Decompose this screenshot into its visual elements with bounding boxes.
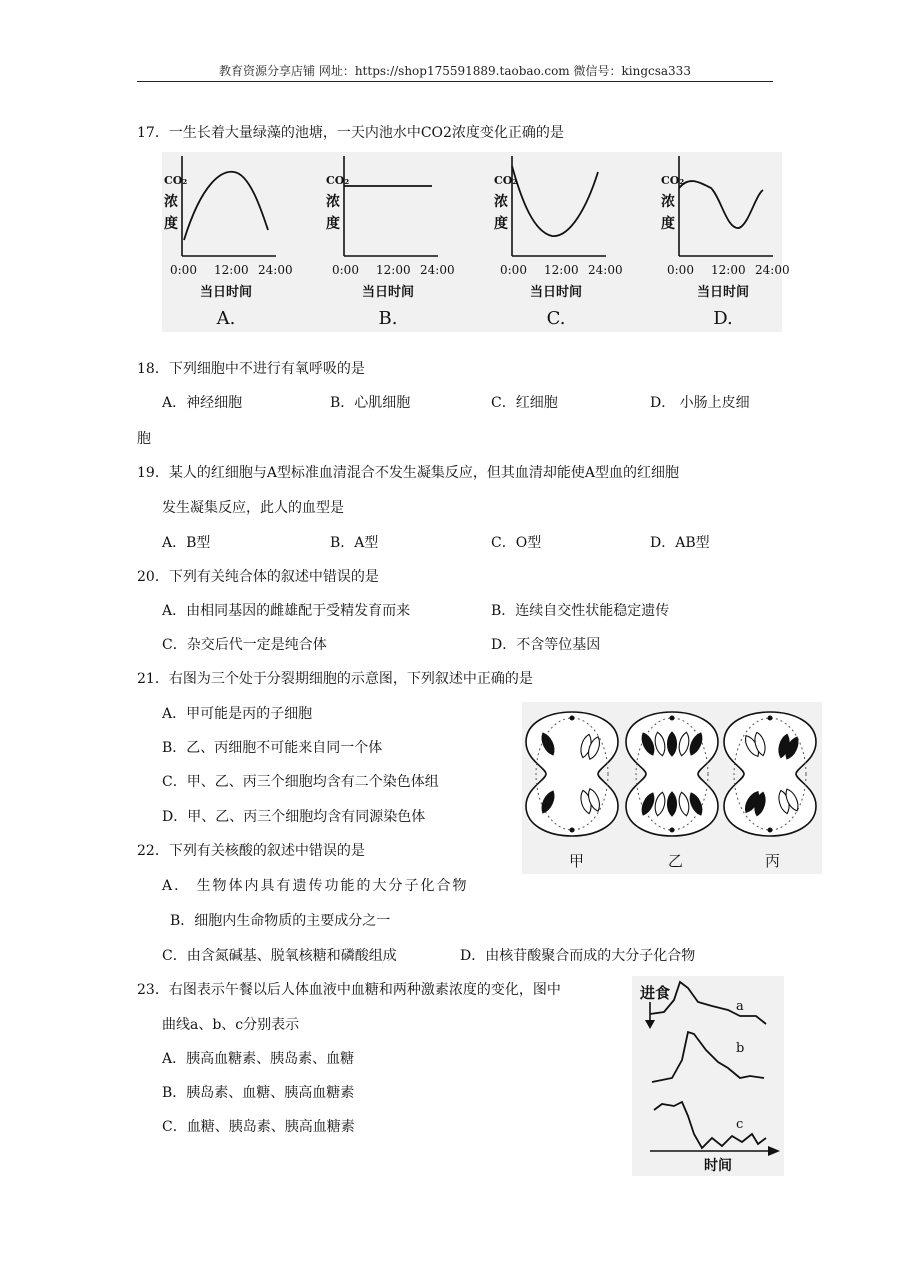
tick-label: 24:00 <box>588 263 623 277</box>
panel-letter: A. <box>216 308 236 329</box>
centrosome <box>570 828 575 833</box>
q23-hormone-figure <box>632 976 784 1176</box>
q19-stem-line2: 发生凝集反应，此人的血型是 <box>162 500 344 516</box>
meal-label: 进食 <box>640 984 671 1002</box>
y-axis-label: 度 <box>326 216 340 232</box>
q17-figure <box>162 152 790 332</box>
tick-label: 24:00 <box>755 263 790 277</box>
tick-label: 12:00 <box>711 263 746 277</box>
centrosome <box>670 716 675 721</box>
q21-option-a: A．甲可能是丙的子细胞 <box>162 706 313 722</box>
co2-curve <box>679 181 763 228</box>
tick-label: 0:00 <box>332 263 359 277</box>
chromosome <box>668 792 677 816</box>
cell-membrane <box>724 712 816 836</box>
tick-label: 0:00 <box>500 263 527 277</box>
y-axis-label: CO₂ <box>326 174 350 187</box>
q19-option-d: D．AB型 <box>650 535 710 551</box>
cell-membrane <box>626 712 718 836</box>
time-axis-arrow <box>768 1146 780 1156</box>
q19-option-a: A．B型 <box>162 535 211 551</box>
panel-letter: D. <box>713 308 733 329</box>
tick-label: 12:00 <box>544 263 579 277</box>
y-axis-label: 度 <box>661 216 675 232</box>
q17-stem: 17．一生长着大量绿藻的池塘，一天内池水中CO2浓度变化正确的是 <box>137 125 564 141</box>
q22-option-b: B．细胞内生命物质的主要成分之一 <box>170 913 391 929</box>
q18-stem: 18．下列细胞中不进行有氧呼吸的是 <box>137 361 365 377</box>
tick-label: 24:00 <box>258 263 293 277</box>
q22-option-c: C．由含氮碱基、脱氧核糖和磷酸组成 <box>162 948 397 964</box>
q22-stem: 22．下列有关核酸的叙述中错误的是 <box>137 843 365 859</box>
co2-curve <box>184 172 268 240</box>
q18-option-c: C．红细胞 <box>491 395 558 411</box>
curve-b <box>652 1032 764 1082</box>
q20-stem: 20．下列有关纯合体的叙述中错误的是 <box>137 569 379 585</box>
time-axis-label: 时间 <box>704 1158 732 1174</box>
q21-option-b: B．乙、丙细胞不可能来自同一个体 <box>162 740 383 756</box>
y-axis-label: 度 <box>164 216 178 232</box>
q17-panel-c <box>494 156 623 329</box>
tick-label: 12:00 <box>376 263 411 277</box>
x-axis-label: 当日时间 <box>530 285 583 300</box>
co2-curve <box>512 166 598 236</box>
q19-option-c: C．O型 <box>491 535 542 551</box>
y-axis-label: 浓 <box>661 194 675 210</box>
y-axis-label: 浓 <box>326 194 340 210</box>
tick-label: 24:00 <box>420 263 455 277</box>
q18-option-d: D． 小肠上皮细 <box>650 395 750 411</box>
q19-stem-line1: 19．某人的红细胞与A型标准血清混合不发生凝集反应，但其血清却能使A型血的红细胞 <box>137 465 680 481</box>
x-axis-label: 当日时间 <box>697 285 750 300</box>
q17-panel-b <box>326 156 455 329</box>
tick-label: 0:00 <box>667 263 694 277</box>
q22-option-d: D．由核苷酸聚合而成的大分子化合物 <box>460 948 696 964</box>
header-rule <box>137 81 773 82</box>
cell-yi <box>626 712 718 836</box>
cell-membrane <box>526 712 618 836</box>
centrosome <box>768 828 773 833</box>
q23-option-b: B．胰岛素、血糖、胰高血糖素 <box>162 1085 355 1101</box>
curve-b-label: b <box>736 1041 745 1056</box>
x-axis-label: 当日时间 <box>362 285 415 300</box>
y-axis-label: CO₂ <box>494 174 518 187</box>
q20-option-b: B．连续自交性状能稳定遗传 <box>491 603 670 619</box>
curve-a-label: a <box>736 999 744 1014</box>
curve-c-label: c <box>736 1117 744 1132</box>
q21-option-c: C．甲、乙、丙三个细胞均含有二个染色体组 <box>162 774 439 790</box>
cell-label-bing: 丙 <box>765 852 781 870</box>
q18-option-a: A．神经细胞 <box>162 395 243 411</box>
q17-panel-d <box>661 156 790 329</box>
centrosome <box>570 716 575 721</box>
q22-option-a: A． 生物体内具有遗传功能的大分子化合物 <box>162 878 469 894</box>
curve-c <box>654 1102 766 1148</box>
q21-option-d: D．甲、乙、丙三个细胞均含有同源染色体 <box>162 809 426 825</box>
q23-option-a: A．胰高血糖素、胰岛素、血糖 <box>162 1051 355 1067</box>
y-axis-label: CO₂ <box>164 174 188 187</box>
tick-label: 0:00 <box>170 263 197 277</box>
y-axis-label: 浓 <box>494 194 508 210</box>
y-axis-label: CO₂ <box>661 174 685 187</box>
q23-option-c: C．血糖、胰岛素、胰高血糖素 <box>162 1119 355 1135</box>
cell-label-yi: 乙 <box>668 852 684 870</box>
q17-panel-a <box>164 156 293 329</box>
panel-letter: C. <box>546 308 566 329</box>
chromosome <box>668 732 677 756</box>
centrosome <box>768 716 773 721</box>
x-axis-label: 当日时间 <box>200 285 253 300</box>
q20-option-d: D．不含等位基因 <box>491 637 601 653</box>
cell-bing <box>724 712 816 836</box>
y-axis-label: 浓 <box>164 194 178 210</box>
q20-option-a: A．由相同基因的雌雄配于受精发育而来 <box>162 603 411 619</box>
q21-cell-figure <box>522 702 822 874</box>
q18-option-d-wrap: 胞 <box>137 431 151 447</box>
q23-stem-line2: 曲线a、b、c分别表示 <box>162 1017 300 1033</box>
meal-arrow-head <box>645 1020 655 1029</box>
centrosome <box>670 828 675 833</box>
cell-label-jia: 甲 <box>569 852 585 870</box>
q23-stem-line1: 23．右图表示午餐以后人体血液中血糖和两种激素浓度的变化，图中 <box>137 982 561 998</box>
tick-label: 12:00 <box>214 263 249 277</box>
q21-stem: 21．右图为三个处于分裂期细胞的示意图，下列叙述中正确的是 <box>137 671 533 687</box>
q20-option-c: C．杂交后代一定是纯合体 <box>162 637 327 653</box>
page-header: 教育资源分享店铺 网址：https://shop175591889.taobao.com 微信号：kingcsa333 <box>219 64 691 78</box>
q19-option-b: B．A型 <box>330 535 379 551</box>
q18-option-b: B．心肌细胞 <box>330 395 411 411</box>
cell-jia <box>526 712 618 836</box>
panel-letter: B. <box>378 308 398 329</box>
y-axis-label: 度 <box>494 216 508 232</box>
